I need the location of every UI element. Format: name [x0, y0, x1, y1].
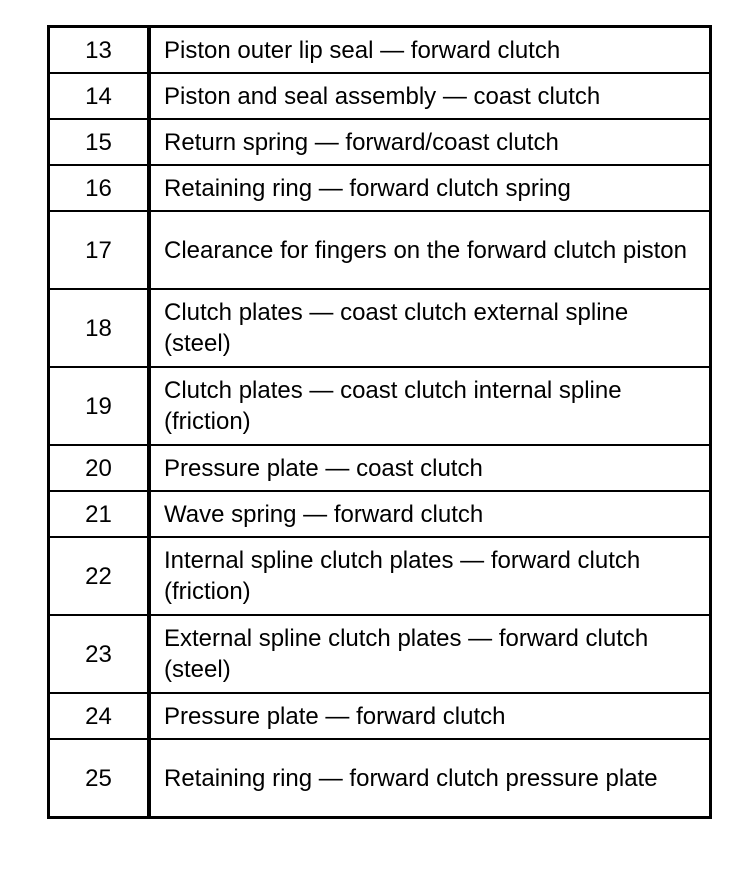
table-row: [49, 27, 711, 74]
part-number: 15: [49, 119, 150, 165]
part-description: Pressure plate — forward clutch: [149, 693, 711, 739]
part-description: Retaining ring — forward clutch pressure plate: [149, 739, 711, 818]
table-row: [49, 693, 711, 739]
part-number: 21: [49, 491, 150, 537]
part-description: Return spring — forward/coast clutch: [149, 119, 711, 165]
part-number: 13: [49, 27, 150, 74]
part-description: Wave spring — forward clutch: [149, 491, 711, 537]
table-row: [49, 491, 711, 537]
table-row: [49, 119, 711, 165]
part-description: Retaining ring — forward clutch spring: [149, 165, 711, 211]
part-description: Clutch plates — coast clutch external spline (steel): [149, 289, 711, 367]
parts-legend-table: [47, 25, 712, 819]
part-number: 18: [49, 289, 150, 367]
table-row: [49, 211, 711, 289]
part-number: 19: [49, 367, 150, 445]
table-row: [49, 537, 711, 615]
part-description: Piston and seal assembly — coast clutch: [149, 73, 711, 119]
table-row: [49, 165, 711, 211]
table-row: [49, 367, 711, 445]
part-description: Piston outer lip seal — forward clutch: [149, 27, 711, 74]
part-number: 25: [49, 739, 150, 818]
part-number: 14: [49, 73, 150, 119]
part-description: Clearance for fingers on the forward clutch piston: [149, 211, 711, 289]
part-number: 16: [49, 165, 150, 211]
part-number: 24: [49, 693, 150, 739]
part-description: Internal spline clutch plates — forward clutch (friction): [149, 537, 711, 615]
table-row: [49, 739, 711, 818]
part-description: Pressure plate — coast clutch: [149, 445, 711, 491]
table-row: [49, 73, 711, 119]
table-row: [49, 289, 711, 367]
table-row: [49, 615, 711, 693]
table-row: [49, 445, 711, 491]
part-description: External spline clutch plates — forward clutch (steel): [149, 615, 711, 693]
part-number: 22: [49, 537, 150, 615]
part-number: 20: [49, 445, 150, 491]
part-number: 17: [49, 211, 150, 289]
part-description: Clutch plates — coast clutch internal spline (friction): [149, 367, 711, 445]
part-number: 23: [49, 615, 150, 693]
